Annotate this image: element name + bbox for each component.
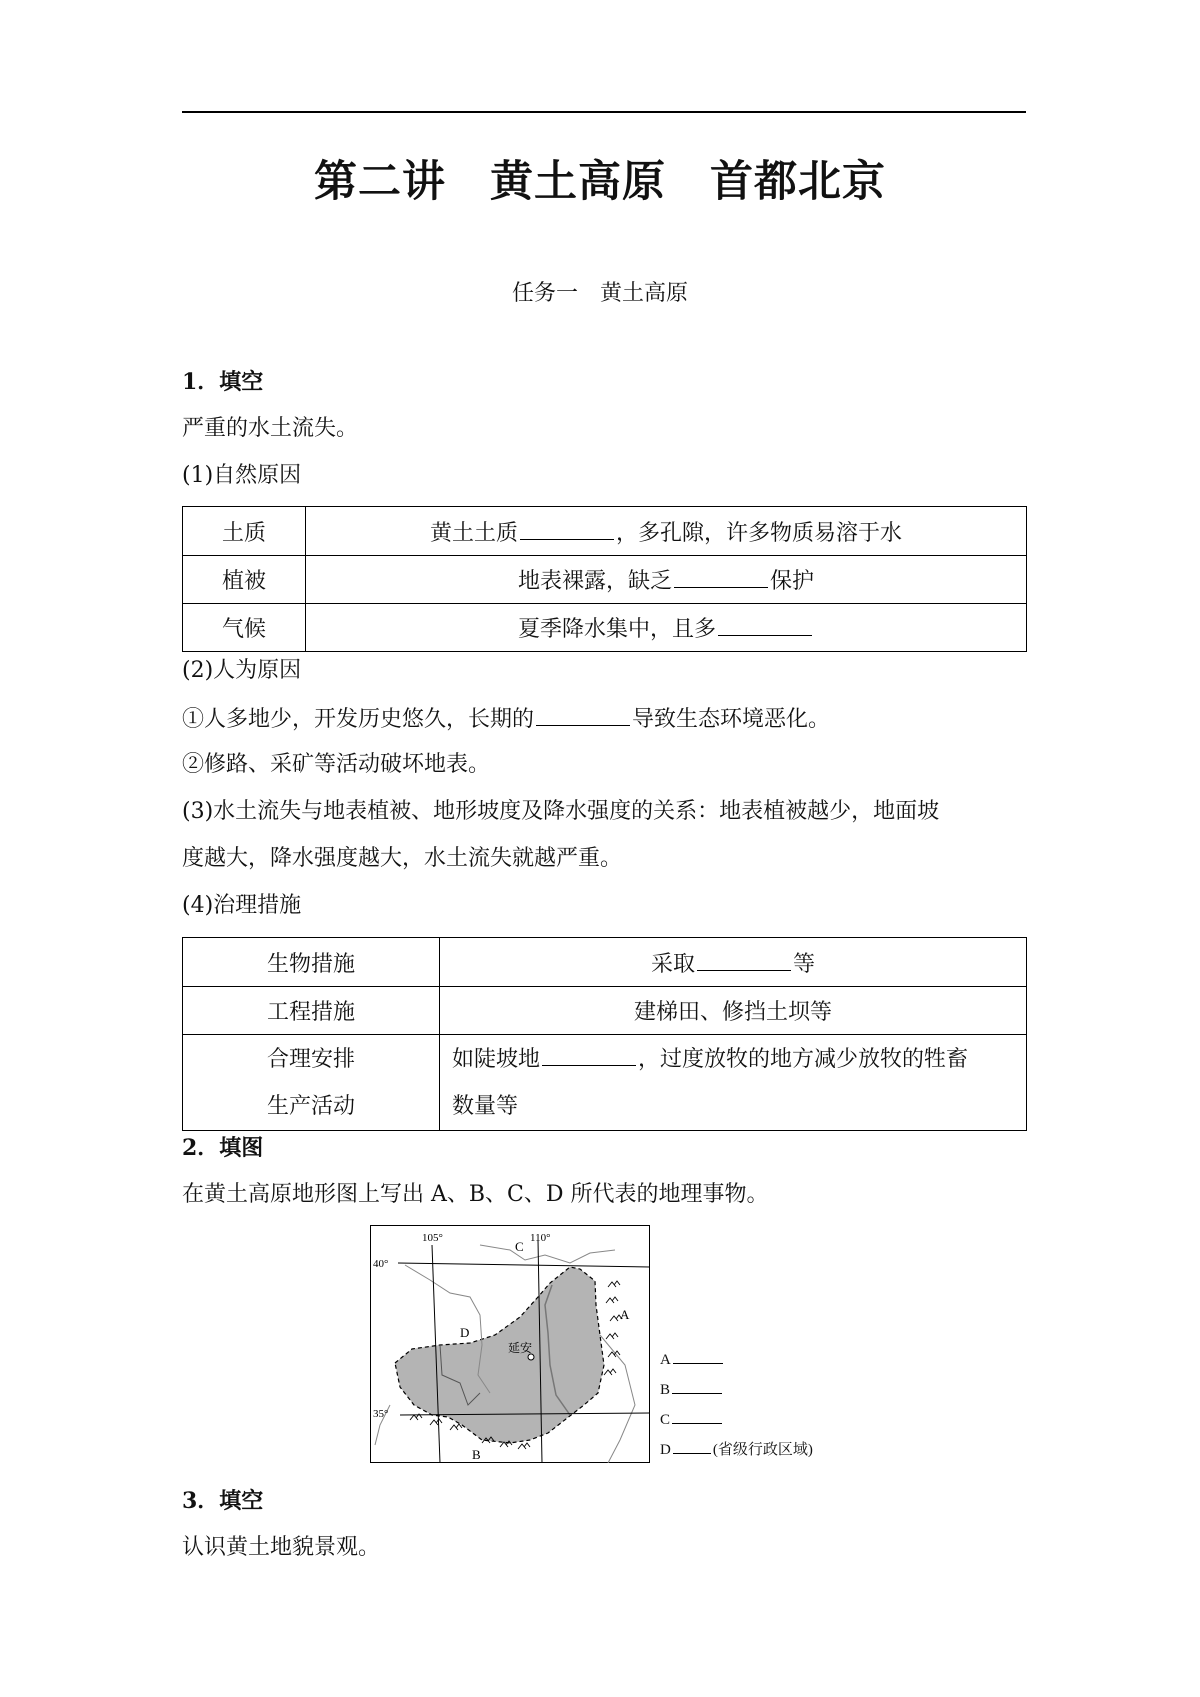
answer-blank[interactable] — [697, 948, 791, 971]
label-A: A — [620, 1307, 630, 1322]
row-value: 黄土土质 ，多孔隙，许多物质易溶于水 — [306, 507, 1027, 556]
answer-line-a: A — [660, 1345, 813, 1375]
answer-line-c: C — [660, 1405, 813, 1435]
answer-line-b: B — [660, 1375, 813, 1405]
loess-plateau-map — [370, 1225, 650, 1463]
lon-label-110: 110° — [530, 1232, 551, 1244]
section2-heading: 2．填图 — [182, 1135, 264, 1161]
row-label: 土质 — [183, 507, 306, 556]
natural-causes-table — [182, 506, 1027, 652]
row-value: 建梯田、修挡土坝等 — [440, 987, 1027, 1035]
row-value: 夏季降水集中，且多 — [306, 604, 1027, 652]
answer-blank[interactable] — [536, 703, 630, 726]
row-value: 如陡坡地 ，过度放牧的地方减少放牧的牲畜 数量等 — [440, 1035, 1027, 1131]
section1-heading: 1．填空 — [182, 369, 264, 395]
human-causes-heading: (2)人为原因 — [182, 658, 302, 683]
answer-blank[interactable] — [672, 1409, 722, 1424]
lat-label-40: 40° — [373, 1258, 389, 1270]
answer-blank[interactable] — [520, 517, 614, 540]
measures-heading: (4)治理措施 — [182, 893, 302, 918]
human-cause-1: ①人多地少，开发历史悠久，长期的 导致生态环境恶化。 — [182, 703, 830, 735]
answer-blank[interactable] — [674, 565, 768, 588]
table-row — [183, 987, 1027, 1035]
answer-blank[interactable] — [542, 1043, 636, 1066]
label-B: B — [472, 1447, 481, 1462]
answer-blank[interactable] — [718, 613, 812, 636]
section3-heading: 3．填空 — [182, 1488, 264, 1514]
page-title: 第二讲 黄土高原 首都北京 — [314, 157, 886, 207]
city-label: 延安 — [508, 1341, 533, 1355]
relation-text-1: (3)水土流失与地表植被、地形坡度及降水强度的关系：地表植被越少，地面坡 — [182, 799, 940, 824]
label-D: D — [460, 1325, 470, 1340]
section1-intro: 严重的水土流失。 — [182, 416, 359, 441]
table-row — [183, 507, 1027, 556]
measures-table — [182, 937, 1027, 1131]
section3-text: 认识黄土地貌景观。 — [182, 1535, 381, 1560]
table-row — [183, 1035, 1027, 1131]
answer-line-d: D (省级行政区域) — [660, 1435, 813, 1465]
table-row — [183, 604, 1027, 652]
row-value: 地表裸露，缺乏 保护 — [306, 556, 1027, 604]
header-rule — [182, 111, 1026, 113]
human-cause-2: ②修路、采矿等活动破坏地表。 — [182, 752, 491, 777]
row-label: 植被 — [183, 556, 306, 604]
row-value: 采取 等 — [440, 938, 1027, 987]
answer-blank[interactable] — [673, 1349, 723, 1364]
section2-text: 在黄土高原地形图上写出 A、B、C、D 所代表的地理事物。 — [182, 1182, 769, 1207]
map-answer-list — [660, 1345, 813, 1465]
row-label: 合理安排 生产活动 — [183, 1035, 440, 1131]
lon-label-105: 105° — [422, 1232, 443, 1244]
row-label: 工程措施 — [183, 987, 440, 1035]
answer-blank[interactable] — [672, 1379, 722, 1394]
relation-text-2: 度越大，降水强度越大，水土流失就越严重。 — [182, 846, 623, 871]
lat-label-35: 35° — [373, 1408, 389, 1420]
label-C: C — [515, 1239, 524, 1254]
table-row — [183, 938, 1027, 987]
answer-blank[interactable] — [673, 1439, 711, 1454]
row-label: 气候 — [183, 604, 306, 652]
row-label: 生物措施 — [183, 938, 440, 987]
task-title: 任务一 黄土高原 — [511, 281, 688, 306]
natural-causes-heading: (1)自然原因 — [182, 463, 302, 488]
table-row — [183, 556, 1027, 604]
